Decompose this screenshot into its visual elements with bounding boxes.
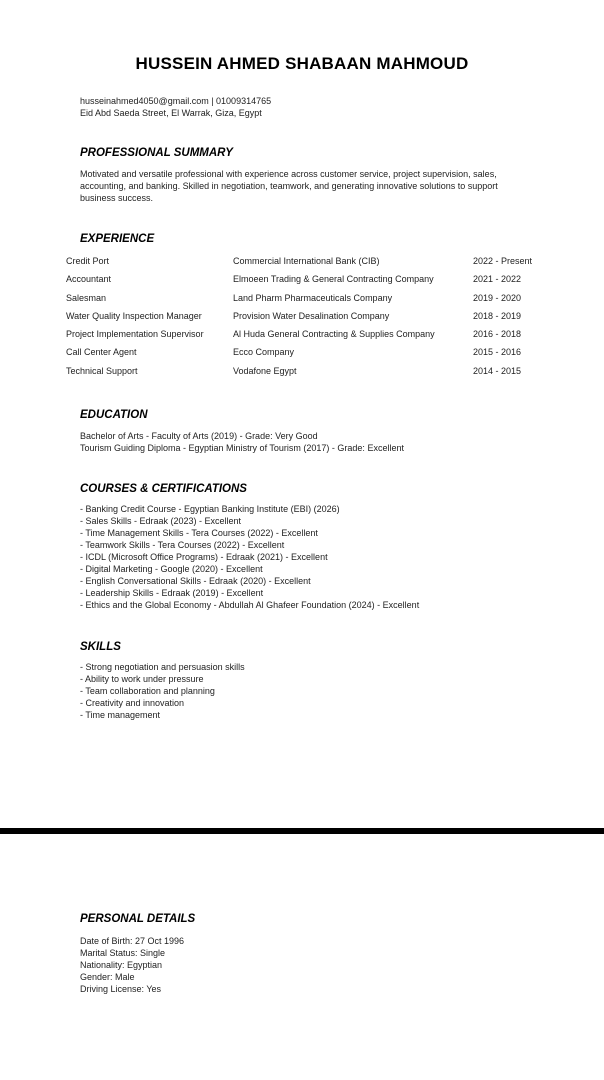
experience-heading: EXPERIENCE bbox=[80, 233, 155, 245]
skills-list bbox=[80, 661, 245, 721]
experience-role: Credit Port bbox=[66, 256, 110, 266]
personal-details-list bbox=[80, 935, 184, 995]
courses-heading: COURSES & CERTIFICATIONS bbox=[80, 483, 247, 495]
experience-company: Elmoeen Trading & General Contracting Company bbox=[233, 274, 434, 285]
course-item: - Teamwork Skills - Tera Courses (2022) - Excellent bbox=[80, 540, 285, 550]
skills-heading: SKILLS bbox=[80, 641, 121, 653]
experience-row bbox=[66, 329, 546, 347]
course-item: - Leadership Skills - Edraak (2019) - Excellent bbox=[80, 588, 264, 598]
experience-company: Provision Water Desalination Company bbox=[233, 310, 390, 321]
experience-role: Water Quality Inspection Manager bbox=[66, 310, 202, 321]
personal-detail-item: Date of Birth: 27 Oct 1996 bbox=[80, 936, 185, 946]
course-item: - Digital Marketing - Google (2020) - Excellent bbox=[80, 564, 263, 574]
course-item: - Ethics and the Global Economy - Abdullah Al Ghafeer Foundation (2024) - Excellent bbox=[80, 600, 420, 610]
experience-years: 2015 - 2016 bbox=[473, 347, 522, 358]
experience-company: Ecco Company bbox=[233, 347, 295, 358]
course-item: - Time Management Skills - Tera Courses (2022) - Excellent bbox=[80, 528, 318, 538]
contact-block bbox=[80, 95, 271, 119]
experience-role: Accountant bbox=[66, 274, 112, 285]
experience-row bbox=[66, 256, 546, 274]
personal-detail-item: Marital Status: Single bbox=[80, 948, 166, 958]
personal-detail-item: Driving License: Yes bbox=[80, 984, 162, 994]
summary-heading: PROFESSIONAL SUMMARY bbox=[80, 147, 233, 159]
experience-years: 2019 - 2020 bbox=[473, 292, 522, 303]
education-item: Tourism Guiding Diploma - Egyptian Ministry of Tourism (2017) - Grade: Excellent bbox=[80, 443, 404, 453]
experience-role: Project Implementation Supervisor bbox=[66, 329, 204, 340]
experience-table bbox=[66, 256, 546, 384]
courses-list bbox=[80, 503, 419, 611]
experience-row bbox=[66, 274, 546, 292]
experience-row bbox=[66, 293, 546, 311]
experience-years: 2018 - 2019 bbox=[473, 310, 522, 321]
experience-role: Salesman bbox=[66, 292, 107, 303]
experience-row bbox=[66, 311, 546, 329]
skill-item: - Creativity and innovation bbox=[80, 698, 185, 708]
course-item: - Sales Skills - Edraak (2023) - Excellent bbox=[80, 516, 242, 526]
candidate-name: HUSSEIN AHMED SHABAAN MAHMOUD bbox=[135, 54, 469, 73]
experience-company: Land Pharm Pharmaceuticals Company bbox=[233, 292, 393, 303]
skill-item: - Team collaboration and planning bbox=[80, 686, 215, 696]
skill-item: - Ability to work under pressure bbox=[80, 674, 204, 684]
personal-detail-item: Gender: Male bbox=[80, 972, 135, 982]
contact-address: Eid Abd Saeda Street, El Warrak, Giza, Egypt bbox=[80, 108, 262, 118]
experience-company: Commercial International Bank (CIB) bbox=[233, 256, 380, 266]
education-item: Bachelor of Arts - Faculty of Arts (2019) - Grade: Very Good bbox=[80, 431, 318, 441]
contact-email-phone: husseinahmed4050@gmail.com | 01009314765 bbox=[80, 96, 272, 106]
experience-years: 2014 - 2015 bbox=[473, 365, 522, 376]
education-list bbox=[80, 430, 404, 454]
skill-item: - Strong negotiation and persuasion skills bbox=[80, 662, 245, 672]
experience-years: 2021 - 2022 bbox=[473, 274, 522, 285]
course-item: - English Conversational Skills - Edraak (2020) - Excellent bbox=[80, 576, 311, 586]
experience-years: 2016 - 2018 bbox=[473, 329, 522, 340]
summary-text: Motivated and versatile professional with experience across customer service, project supervision, sales, accounting, and banking. Skilled in negotiation, teamwork, and generating innovative solutions to support business success. bbox=[80, 169, 498, 203]
experience-company: Vodafone Egypt bbox=[233, 365, 297, 376]
education-heading: EDUCATION bbox=[80, 409, 148, 421]
experience-role: Technical Support bbox=[66, 365, 138, 376]
skill-item: - Time management bbox=[80, 710, 161, 720]
experience-role: Call Center Agent bbox=[66, 347, 137, 358]
course-item: - ICDL (Microsoft Office Programs) - Edraak (2021) - Excellent bbox=[80, 552, 328, 562]
experience-row bbox=[66, 366, 546, 384]
experience-years: 2022 - Present bbox=[473, 256, 533, 266]
experience-row bbox=[66, 347, 546, 365]
personal-detail-item: Nationality: Egyptian bbox=[80, 960, 163, 970]
course-item: - Banking Credit Course - Egyptian Banking Institute (EBI) (2026) bbox=[80, 504, 340, 514]
experience-company: Al Huda General Contracting & Supplies Company bbox=[233, 329, 435, 340]
personal-details-heading: PERSONAL DETAILS bbox=[80, 913, 196, 925]
